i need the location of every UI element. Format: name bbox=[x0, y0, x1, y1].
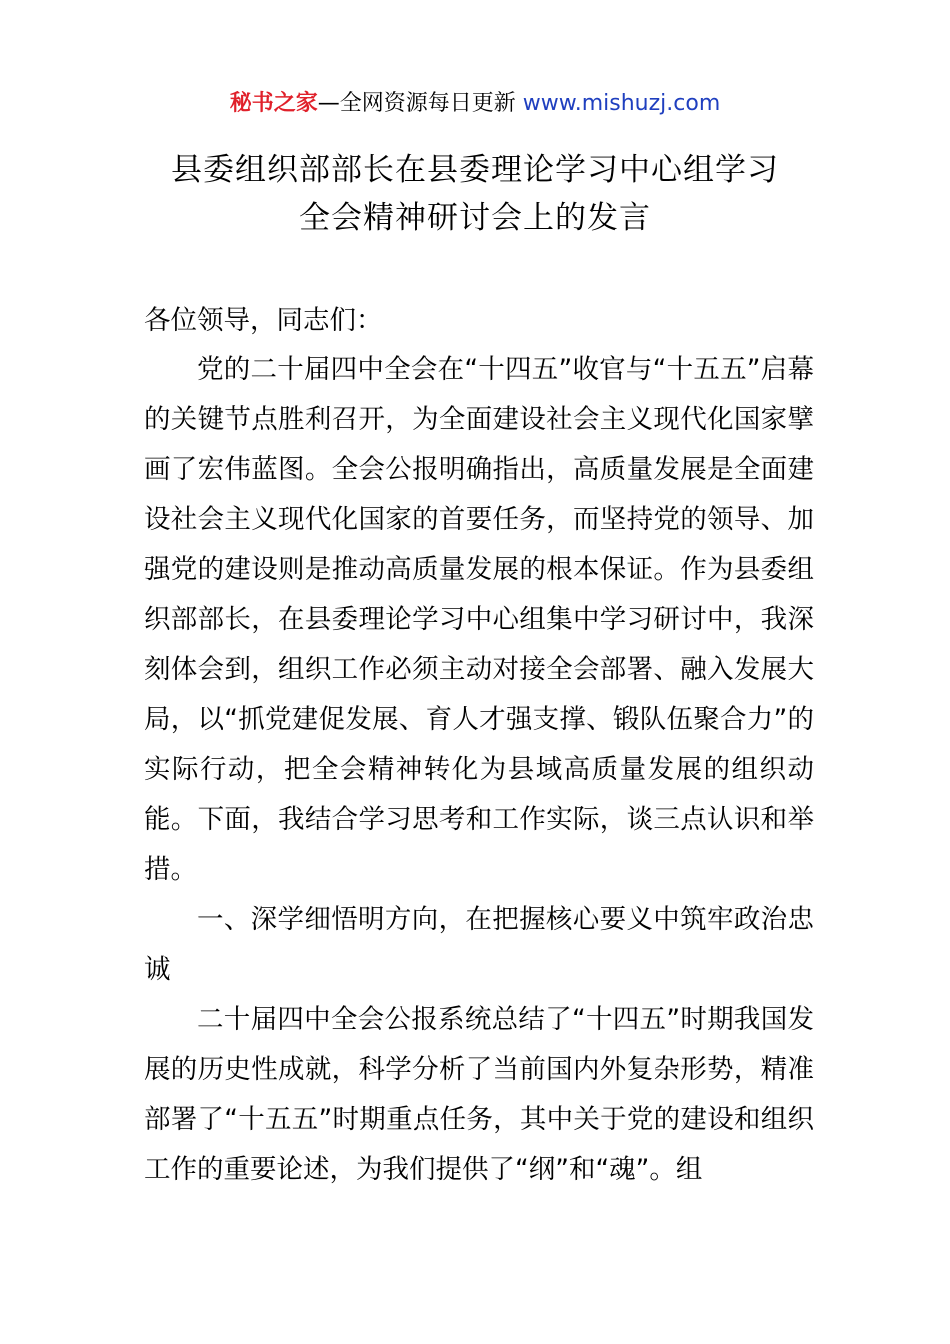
header-tagline: —全网资源每日更新 bbox=[317, 91, 523, 116]
salutation: 各位领导，同志们： bbox=[144, 305, 383, 336]
paragraph-intro: 党的二十届四中全会在“十四五”收官与“十五五”启幕的关键节点胜利召开，为全面建设社会主义现代化国家擘画了宏伟蓝图。全会公报明确指出，高质量发展是全面建设社会主义现代化国家的首要任务，而坚持党的领导、加强党的建设则是推动高质量发展的根本保证。作为县委组织部部长，在县委理论学习中心组集中学习研讨中，我深刻体会到，组织工作必须主动对接全会部署、融入发展大局，以“抓党建促发展、育人才强支撑、锻队伍聚合力”的实际行动，把全会精神转化为县域高质量发展的组织动能。下面，我结合学习思考和工作实际，谈三点认识和举措。 bbox=[144, 354, 814, 885]
section-heading-1: 一、深学细悟明方向，在把握核心要义中筑牢政治忠诚 bbox=[144, 904, 814, 985]
document-title-line-2: 全会精神研讨会上的发言 bbox=[299, 200, 651, 236]
site-header bbox=[0, 88, 950, 120]
site-url[interactable]: www.mishuzj.com bbox=[522, 91, 721, 116]
document-title-line-1: 县委组织部部长在县委理论学习中心组学习 bbox=[171, 152, 779, 188]
brand-name: 秘书之家 bbox=[229, 91, 318, 116]
paragraph-section-1: 二十届四中全会公报系统总结了“十四五”时期我国发展的历史性成就，科学分析了当前国内外复杂形势，精准部署了“十五五”时期重点任务，其中关于党的建设和组织工作的重要论述，为我们提供了“纲”和“魂”。组 bbox=[144, 1004, 814, 1185]
